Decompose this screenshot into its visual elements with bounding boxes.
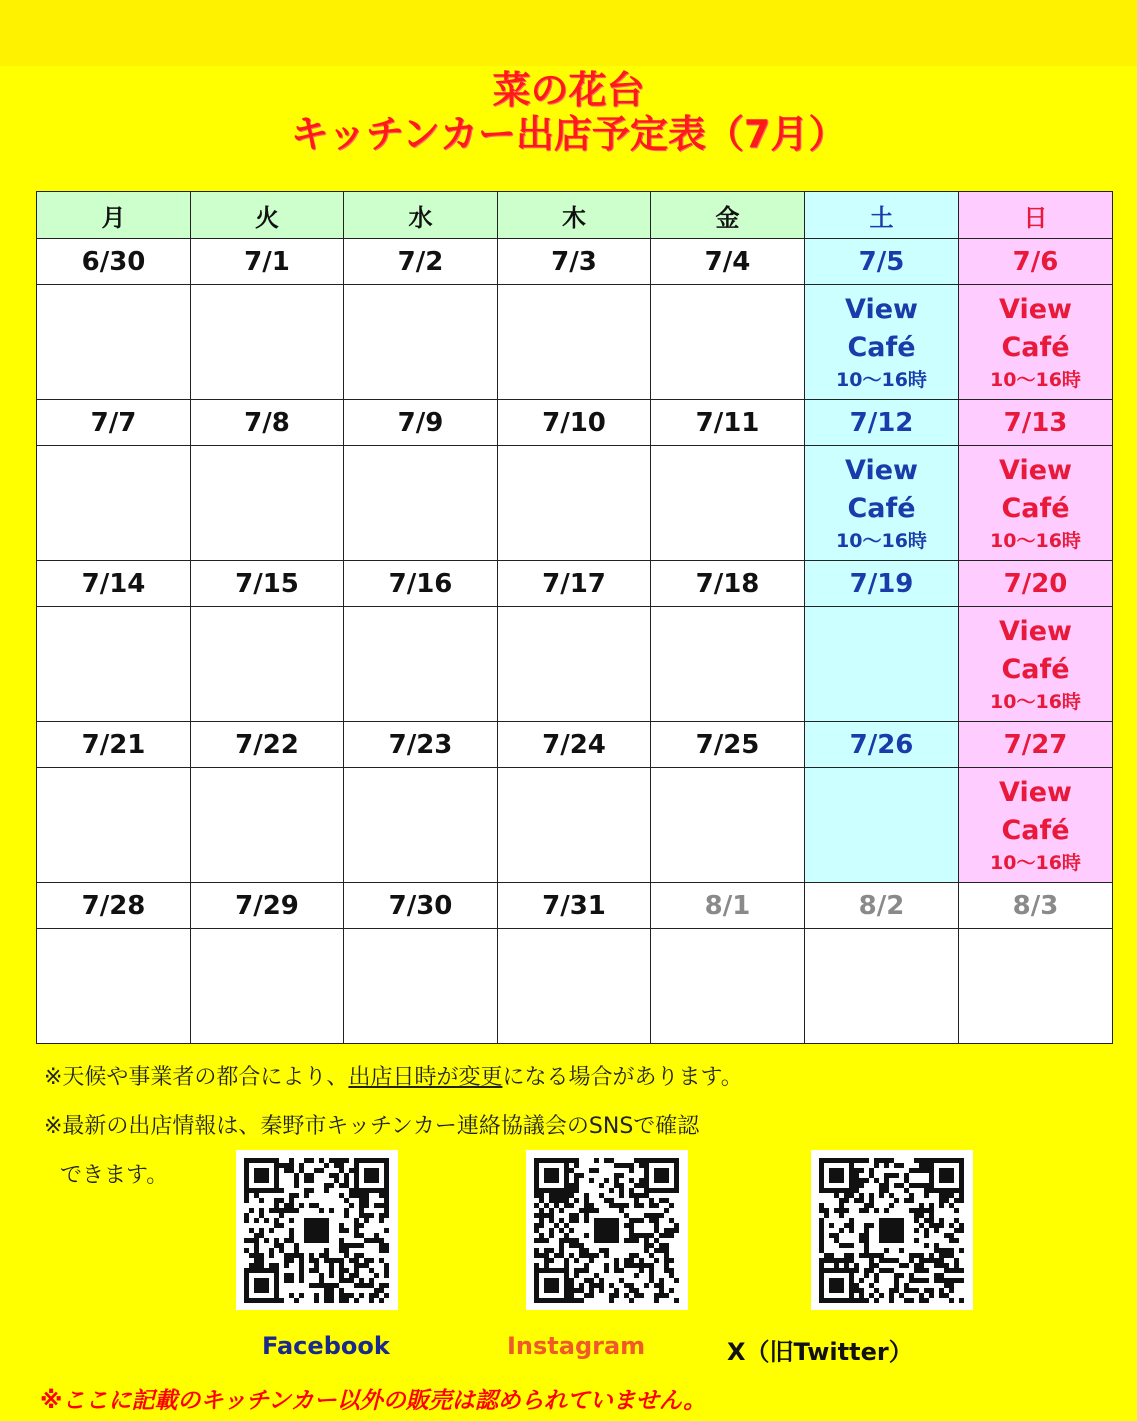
date-cell: 7/15	[191, 561, 344, 607]
date-cell: 7/11	[651, 400, 805, 446]
event-name-line2: Café	[1001, 332, 1070, 363]
event-time: 10～16時	[836, 530, 927, 552]
event-name-line1: View	[999, 616, 1072, 647]
date-cell: 7/29	[191, 883, 344, 929]
event-name-line2: Café	[847, 493, 916, 524]
event-cell	[37, 929, 191, 1044]
date-cell: 8/1	[651, 883, 805, 929]
event-cell	[651, 768, 805, 883]
event-cell	[37, 768, 191, 883]
event-cell	[37, 285, 191, 400]
event-cell	[344, 607, 498, 722]
weekday-sun: 日	[959, 192, 1113, 239]
event-cell	[498, 607, 651, 722]
bottom-warning: ※ここに記載のキッチンカー以外の販売は認められていません。	[40, 1388, 707, 1414]
event-name-line1: View	[999, 455, 1072, 486]
event-cell	[344, 929, 498, 1044]
event-row	[37, 768, 1113, 883]
date-cell: 8/3	[959, 883, 1113, 929]
date-cell: 7/20	[959, 561, 1113, 607]
x-twitter-qr-code[interactable]	[811, 1150, 973, 1310]
event-cell	[191, 768, 344, 883]
note-1-underlined: 出店日時が変更	[348, 1065, 503, 1090]
event-cell	[344, 285, 498, 400]
date-cell: 7/16	[344, 561, 498, 607]
event-cell	[498, 929, 651, 1044]
instagram-qr-code[interactable]	[526, 1150, 688, 1310]
event-cell	[805, 929, 959, 1044]
weekday-tue: 火	[191, 192, 344, 239]
date-cell: 7/27	[959, 722, 1113, 768]
event-name-line2: Café	[847, 332, 916, 363]
event-name-line1: View	[999, 294, 1072, 325]
event-cell	[959, 285, 1113, 400]
date-cell: 7/22	[191, 722, 344, 768]
event-time: 10～16時	[990, 530, 1081, 552]
date-cell: 7/14	[37, 561, 191, 607]
date-cell: 7/18	[651, 561, 805, 607]
date-cell: 7/28	[37, 883, 191, 929]
title-line-1: 菜の花台	[492, 68, 645, 112]
note-1-prefix: ※天候や事業者の都合により、	[44, 1065, 349, 1090]
date-cell: 7/3	[498, 239, 651, 285]
weekday-thu: 木	[498, 192, 651, 239]
weekday-fri: 金	[651, 192, 805, 239]
date-cell: 7/30	[344, 883, 498, 929]
event-cell	[959, 929, 1113, 1044]
date-cell: 7/23	[344, 722, 498, 768]
date-cell: 7/9	[344, 400, 498, 446]
date-cell: 7/1	[191, 239, 344, 285]
event-cell	[191, 929, 344, 1044]
event-cell	[498, 768, 651, 883]
weekday-sat: 土	[805, 192, 959, 239]
event-cell	[191, 285, 344, 400]
note-schedule-change	[44, 1060, 743, 1091]
date-cell: 7/12	[805, 400, 959, 446]
event-name-line1: View	[845, 294, 918, 325]
event-row	[37, 607, 1113, 722]
event-cell	[805, 446, 959, 561]
date-cell: 7/10	[498, 400, 651, 446]
event-cell	[191, 607, 344, 722]
page-title	[0, 68, 1137, 156]
event-cell	[805, 768, 959, 883]
event-cell	[498, 446, 651, 561]
facebook-qr-code[interactable]	[236, 1150, 398, 1310]
event-cell	[37, 446, 191, 561]
event-time: 10～16時	[990, 691, 1081, 713]
schedule-calendar	[36, 191, 1113, 1044]
note-sns-info: ※最新の出店情報は、秦野市キッチンカー連絡協議会のSNSで確認	[44, 1114, 700, 1139]
date-cell: 7/19	[805, 561, 959, 607]
date-row	[37, 722, 1113, 768]
date-cell: 7/5	[805, 239, 959, 285]
event-cell	[651, 285, 805, 400]
date-cell: 7/17	[498, 561, 651, 607]
event-cell	[651, 929, 805, 1044]
date-cell: 7/6	[959, 239, 1113, 285]
date-cell: 7/4	[651, 239, 805, 285]
event-row	[37, 285, 1113, 400]
event-name-line2: Café	[1001, 493, 1070, 524]
date-cell: 6/30	[37, 239, 191, 285]
event-cell	[959, 607, 1113, 722]
event-time: 10～16時	[990, 852, 1081, 874]
date-cell: 7/2	[344, 239, 498, 285]
note-1-suffix: になる場合があります。	[502, 1065, 743, 1090]
event-cell	[191, 446, 344, 561]
event-name-line2: Café	[1001, 815, 1070, 846]
date-row	[37, 239, 1113, 285]
date-cell: 7/7	[37, 400, 191, 446]
top-band	[0, 0, 1137, 66]
event-cell	[651, 446, 805, 561]
date-row	[37, 883, 1113, 929]
event-cell	[959, 768, 1113, 883]
event-cell	[805, 285, 959, 400]
date-cell: 7/24	[498, 722, 651, 768]
event-cell	[37, 607, 191, 722]
facebook-label[interactable]: Facebook	[262, 1332, 390, 1360]
event-row	[37, 446, 1113, 561]
event-name-line1: View	[845, 455, 918, 486]
date-cell: 7/21	[37, 722, 191, 768]
event-cell	[344, 768, 498, 883]
event-name-line1: View	[999, 777, 1072, 808]
event-name-line2: Café	[1001, 654, 1070, 685]
event-cell	[344, 446, 498, 561]
instagram-label[interactable]: Instagram	[507, 1332, 646, 1360]
date-cell: 7/26	[805, 722, 959, 768]
title-line-2: キッチンカー出店予定表（7月）	[290, 112, 847, 156]
x-twitter-label[interactable]: X（旧Twitter）	[727, 1338, 913, 1366]
date-row	[37, 400, 1113, 446]
weekday-wed: 水	[344, 192, 498, 239]
date-cell: 7/8	[191, 400, 344, 446]
event-cell	[805, 607, 959, 722]
event-row	[37, 929, 1113, 1044]
date-cell: 8/2	[805, 883, 959, 929]
weekday-mon: 月	[37, 192, 191, 239]
date-cell: 7/25	[651, 722, 805, 768]
note-sns-info-cont: できます。	[60, 1163, 169, 1188]
event-time: 10～16時	[836, 369, 927, 391]
event-cell	[651, 607, 805, 722]
event-time: 10～16時	[990, 369, 1081, 391]
event-cell	[498, 285, 651, 400]
weekday-header-row	[37, 192, 1113, 239]
event-cell	[959, 446, 1113, 561]
date-cell: 7/13	[959, 400, 1113, 446]
date-cell: 7/31	[498, 883, 651, 929]
date-row	[37, 561, 1113, 607]
